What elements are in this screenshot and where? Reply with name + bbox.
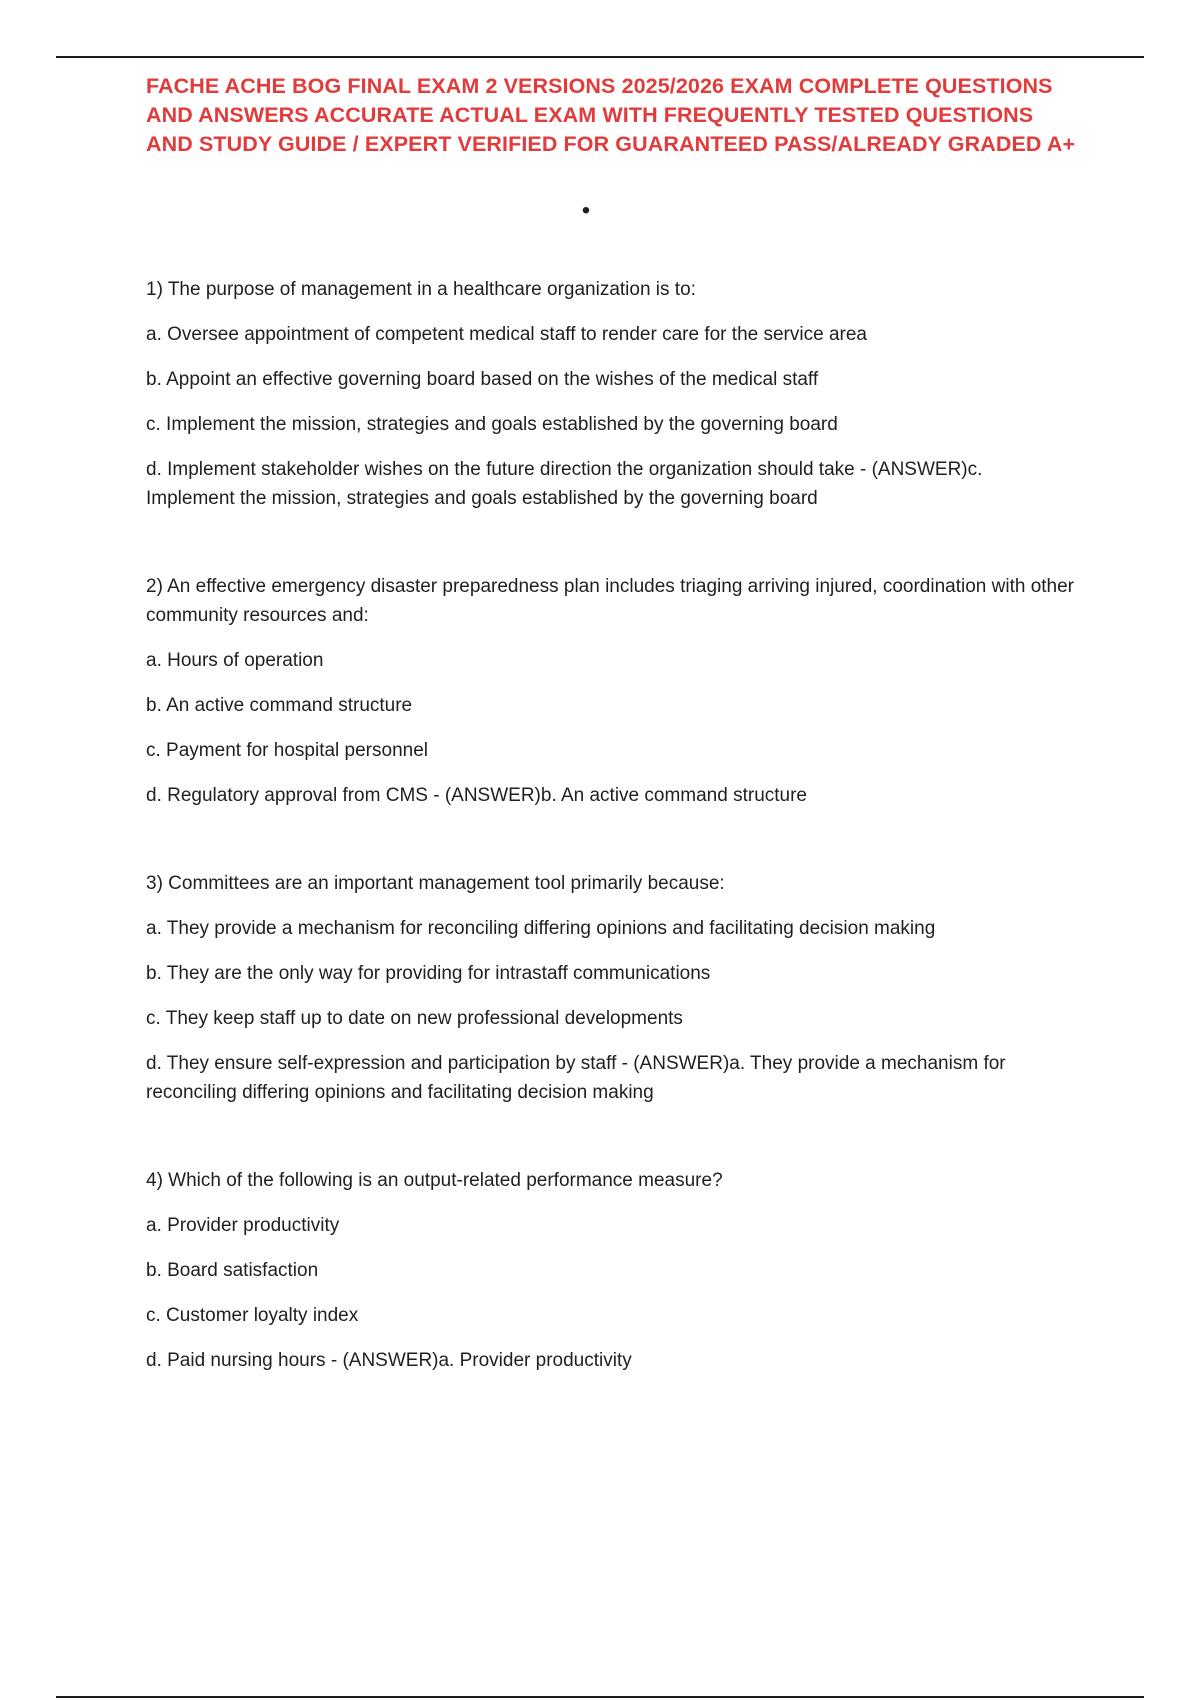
option-d-with-answer: d. Paid nursing hours - (ANSWER)a. Provider productivity bbox=[146, 1350, 632, 1371]
question-4 bbox=[146, 1166, 1076, 1375]
bullet-point: • bbox=[581, 197, 591, 224]
option-c: c. Implement the mission, strategies and goals established by the governing board bbox=[146, 414, 838, 435]
option-c: c. Payment for hospital personnel bbox=[146, 740, 428, 761]
option-c: c. Customer loyalty index bbox=[146, 1305, 359, 1326]
document-title: FACHE ACHE BOG FINAL EXAM 2 VERSIONS 2025/2026 EXAM COMPLETE QUESTIONS AND ANSWERS ACCURATE ACTUAL EXAM WITH FREQUENTLY TESTED QUESTIONS AND STUDY GUIDE / EXPERT VERIFIED FOR GUARANTEED PASS/ALREADY GRADED A+ bbox=[146, 74, 1076, 156]
bottom-rule bbox=[56, 1696, 1144, 1698]
question-stem: 3) Committees are an important management tool primarily because: bbox=[146, 873, 725, 894]
option-a: a. They provide a mechanism for reconciling differing opinions and facilitating decision making bbox=[146, 918, 936, 939]
option-d-with-answer: d. Regulatory approval from CMS - (ANSWER)b. An active command structure bbox=[146, 785, 808, 806]
option-a: a. Oversee appointment of competent medical staff to render care for the service area bbox=[146, 324, 867, 345]
option-a: a. Provider productivity bbox=[146, 1215, 340, 1236]
document-body bbox=[146, 72, 1076, 1375]
option-b: b. They are the only way for providing for intrastaff communications bbox=[146, 963, 711, 984]
question-stem: 2) An effective emergency disaster preparedness plan includes triaging arriving injured, coordination with other community resources and: bbox=[146, 576, 1075, 626]
option-d-with-answer: d. They ensure self-expression and participation by staff - (ANSWER)a. They provide a mechanism for reconciling differing opinions and facilitating decision making bbox=[146, 1053, 1006, 1103]
question-2 bbox=[146, 572, 1076, 810]
top-rule bbox=[56, 56, 1144, 58]
question-1 bbox=[146, 275, 1076, 513]
option-b: b. Appoint an effective governing board based on the wishes of the medical staff bbox=[146, 369, 819, 390]
option-b: b. An active command structure bbox=[146, 695, 413, 716]
option-c: c. They keep staff up to date on new professional developments bbox=[146, 1008, 683, 1029]
question-stem: 1) The purpose of management in a healthcare organization is to: bbox=[146, 279, 696, 300]
option-d-with-answer: d. Implement stakeholder wishes on the future direction the organization should take - (ANSWER)c. Implement the mission, strategies and goals established by the governing board bbox=[146, 459, 983, 509]
option-b: b. Board satisfaction bbox=[146, 1260, 319, 1281]
option-a: a. Hours of operation bbox=[146, 650, 324, 671]
question-3 bbox=[146, 869, 1076, 1107]
question-stem: 4) Which of the following is an output-related performance measure? bbox=[146, 1170, 723, 1191]
